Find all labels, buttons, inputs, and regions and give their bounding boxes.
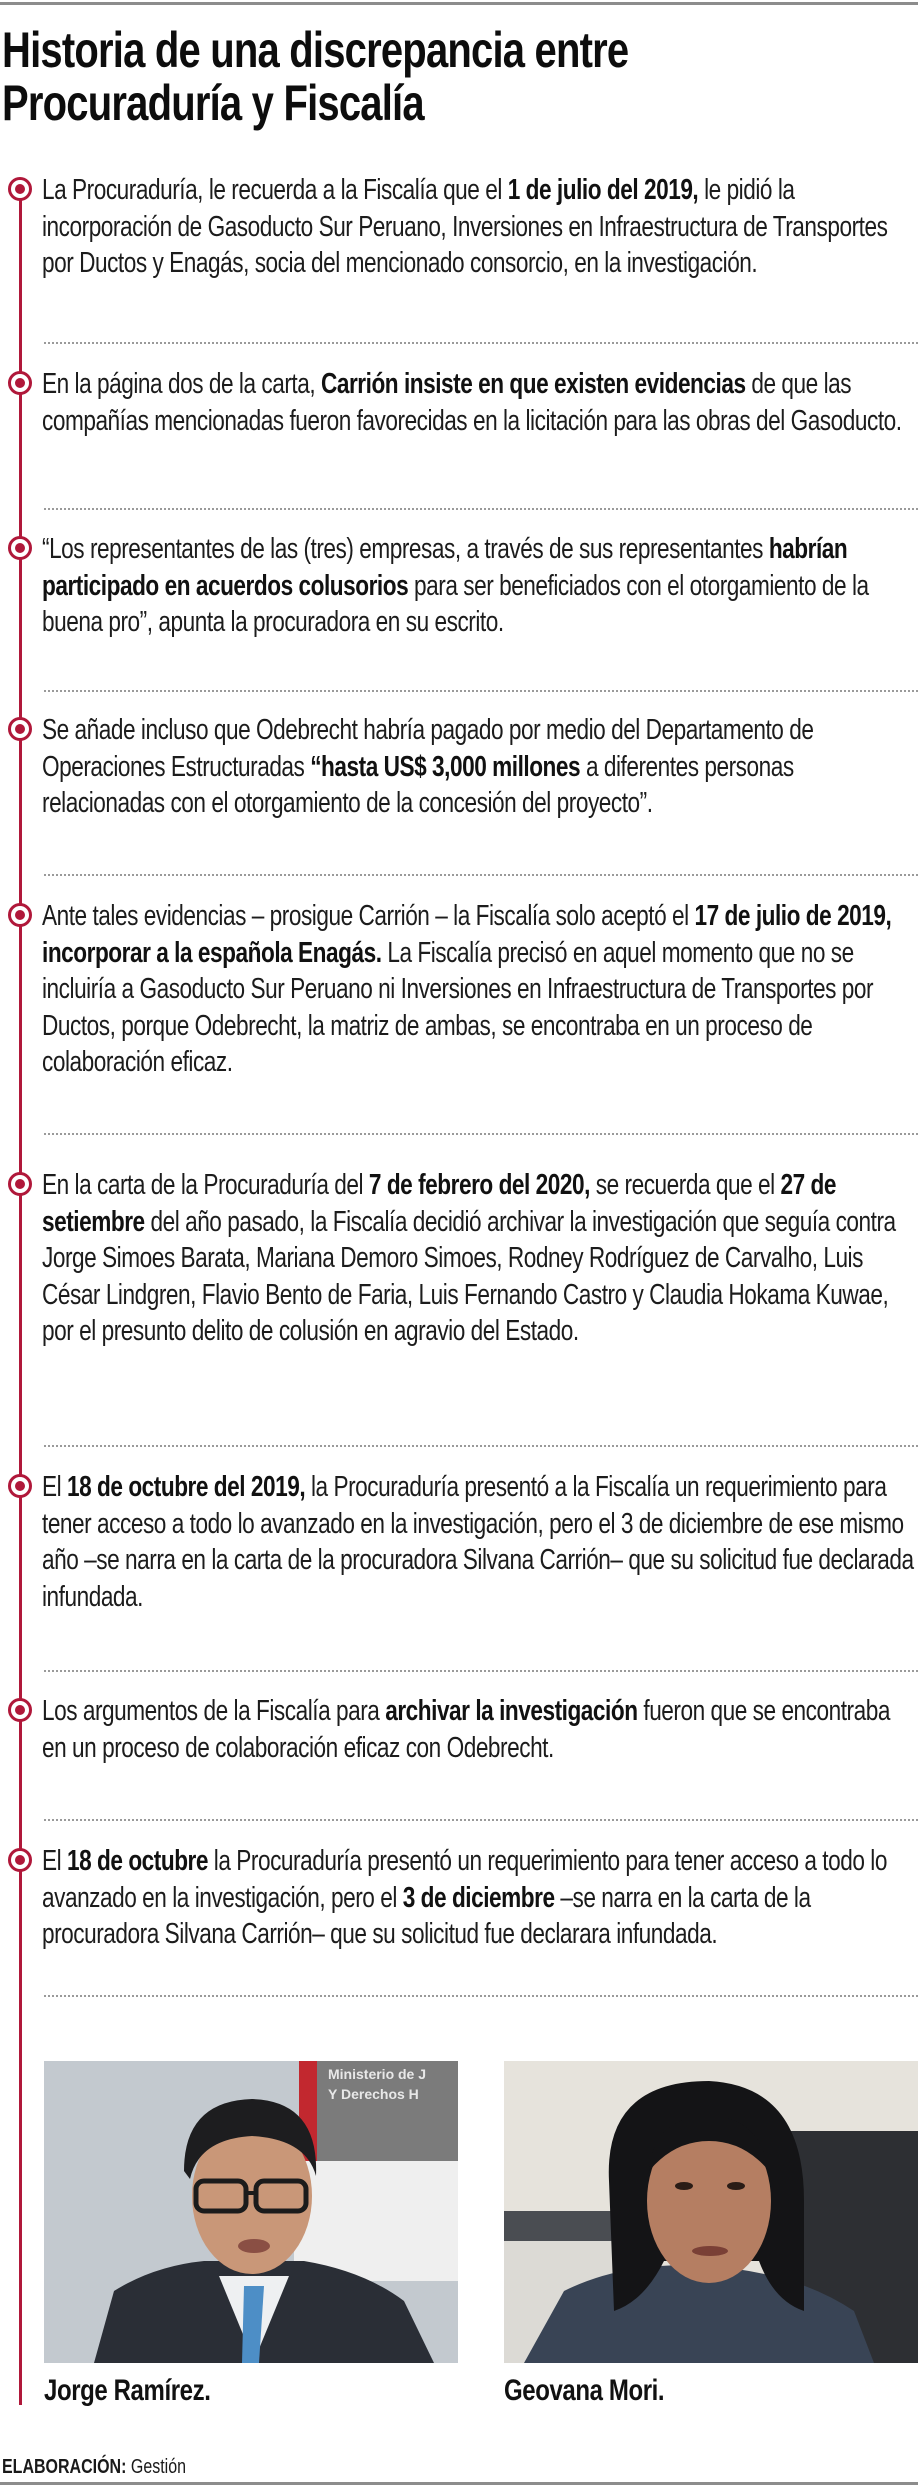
separator <box>44 874 918 876</box>
separator <box>44 1670 918 1672</box>
bullet-icon <box>8 1172 32 1196</box>
body-text: El <box>42 1471 67 1503</box>
item-text <box>42 1167 916 1350</box>
bullet-icon <box>8 536 32 560</box>
body-text: La Procuraduría, le recuerda a la Fiscalía que el <box>42 174 508 206</box>
highlight-text: 17 de julio de 2019, incorporar a la española Enagás. <box>42 900 892 969</box>
body-text: a diferentes personas relacionadas con el otorgamiento de la concesión del proyecto”. <box>42 750 794 819</box>
credit-value: Gestión <box>126 2456 187 2478</box>
highlight-text: habrían participado en acuerdos colusorios <box>42 533 848 602</box>
body-text: fueron que se encontraba en un proceso de colaboración eficaz con Odebrecht. <box>42 1695 890 1764</box>
body-text: la Procuraduría presentó a la Fiscalía un requerimiento para tener acceso a todo lo avanzado en la investigación, pero el 3 de diciembre de ese mismo año –se narra en la carta de la procuradora Silvana Carrión– que su solicitud fue declarada infundada. <box>42 1471 914 1613</box>
item-text <box>42 898 916 1081</box>
highlight-text: 1 de julio del 2019, <box>507 174 699 206</box>
bullet-icon <box>8 1848 32 1872</box>
bottom-rule <box>0 2482 918 2485</box>
highlight-text: archivar la investigación <box>385 1695 638 1727</box>
timeline-line <box>19 189 22 2405</box>
title-line-1: Historia de una discrepancia entre <box>2 22 629 78</box>
highlight-text: 18 de octubre <box>66 1845 208 1877</box>
bullet-icon <box>8 177 32 201</box>
photo-caption-geovana-mori: Geovana Mori. <box>504 2374 665 2407</box>
sign-text-2: Y Derechos H <box>328 2086 419 2102</box>
body-text: la Procuraduría presentó un requerimiento para tener acceso a todo lo avanzado en la investigación, pero el <box>42 1845 887 1914</box>
body-text: Se añade incluso que Odebrecht habría pagado por medio del Departamento de Operaciones Estructuradas <box>42 714 814 783</box>
body-text: “Los representantes de las (tres) empresas, a través de sus representantes <box>42 533 769 565</box>
item-text <box>42 366 916 439</box>
separator <box>44 1819 918 1821</box>
bullet-icon <box>8 371 32 395</box>
body-text: le pidió la incorporación de Gasoducto Sur Peruano, Inversiones en Infraestructura de Transportes por Ductos y Enagás, socia del mencionado consorcio, en la investigación. <box>42 174 888 279</box>
highlight-text: 3 de diciembre <box>402 1881 555 1914</box>
highlight-text: Carrión insiste en que existen evidencias <box>320 368 746 400</box>
portrait-woman-illustration <box>504 2061 918 2363</box>
title-line-2: Procuraduría y Fiscalía <box>2 75 424 131</box>
separator <box>44 1133 918 1135</box>
photo-jorge-ramirez <box>44 2061 458 2363</box>
highlight-text: “hasta US$ 3,000 millones <box>310 750 581 783</box>
body-text: Los argumentos de la Fiscalía para <box>42 1695 386 1727</box>
item-text <box>42 1469 916 1615</box>
body-text: de que las compañías mencionadas fueron favorecidas en la licitación para las obras del Gasoducto. <box>42 368 902 437</box>
body-text: Ante tales evidencias – prosigue Carrión – la Fiscalía solo aceptó el <box>42 900 695 932</box>
bullet-icon <box>8 717 32 741</box>
photo-caption-jorge-ramirez: Jorge Ramírez. <box>44 2374 211 2407</box>
highlight-text: 18 de octubre del 2019, <box>66 1471 306 1503</box>
highlight-text: 27 de setiembre <box>42 1169 837 1238</box>
item-text <box>42 1843 916 1953</box>
page-title <box>2 24 920 130</box>
body-text: En la página dos de la carta, <box>42 368 321 400</box>
separator <box>44 342 918 344</box>
body-text: La Fiscalía precisó en aquel momento que no se incluiría a Gasoducto Sur Peruano ni Inversiones en Infraestructura de Transportes por Ductos, porque Odebrecht, la matriz de ambas, se encontraba en un proceso de colaboración eficaz. <box>42 936 874 1078</box>
photo-geovana-mori <box>504 2061 918 2363</box>
sign-text-1: Ministerio de J <box>328 2066 427 2082</box>
separator <box>44 1445 918 1447</box>
body-text: –se narra en la carta de la procuradora Silvana Carrión– que su solicitud fue declarara infundada. <box>42 1881 811 1950</box>
credit-line <box>2 2455 186 2479</box>
item-text <box>42 1693 916 1766</box>
separator <box>44 1995 918 1997</box>
item-text <box>42 712 916 822</box>
body-text: En la carta de la Procuraduría del <box>42 1169 369 1201</box>
separator <box>44 508 918 510</box>
bullet-icon <box>8 1698 32 1722</box>
body-text: para ser beneficiados con el otorgamiento de la buena pro”, apunta la procuradora en su escrito. <box>42 569 869 638</box>
portrait-man-illustration <box>44 2061 458 2363</box>
body-text: del año pasado, la Fiscalía decidió archivar la investigación que seguía contra Jorge Simoes Barata, Mariana Demoro Simoes, Rodney Rodríguez de Carvalho, Luis César Lindgren, Flavio Bento de Faria, Luis Fernando Castro y Claudia Hokama Kuwae, por el presunto delito de colusión en agravio del Estado. <box>42 1205 896 1347</box>
bullet-icon <box>8 903 32 927</box>
item-text <box>42 172 916 282</box>
bullet-icon <box>8 1474 32 1498</box>
body-text: se recuerda que el <box>589 1169 781 1201</box>
top-rule <box>0 2 918 5</box>
separator <box>44 690 918 692</box>
credit-label: ELABORACIÓN: <box>2 2456 127 2478</box>
highlight-text: 7 de febrero del 2020, <box>368 1169 590 1201</box>
item-text <box>42 531 916 641</box>
body-text: El <box>42 1845 67 1877</box>
